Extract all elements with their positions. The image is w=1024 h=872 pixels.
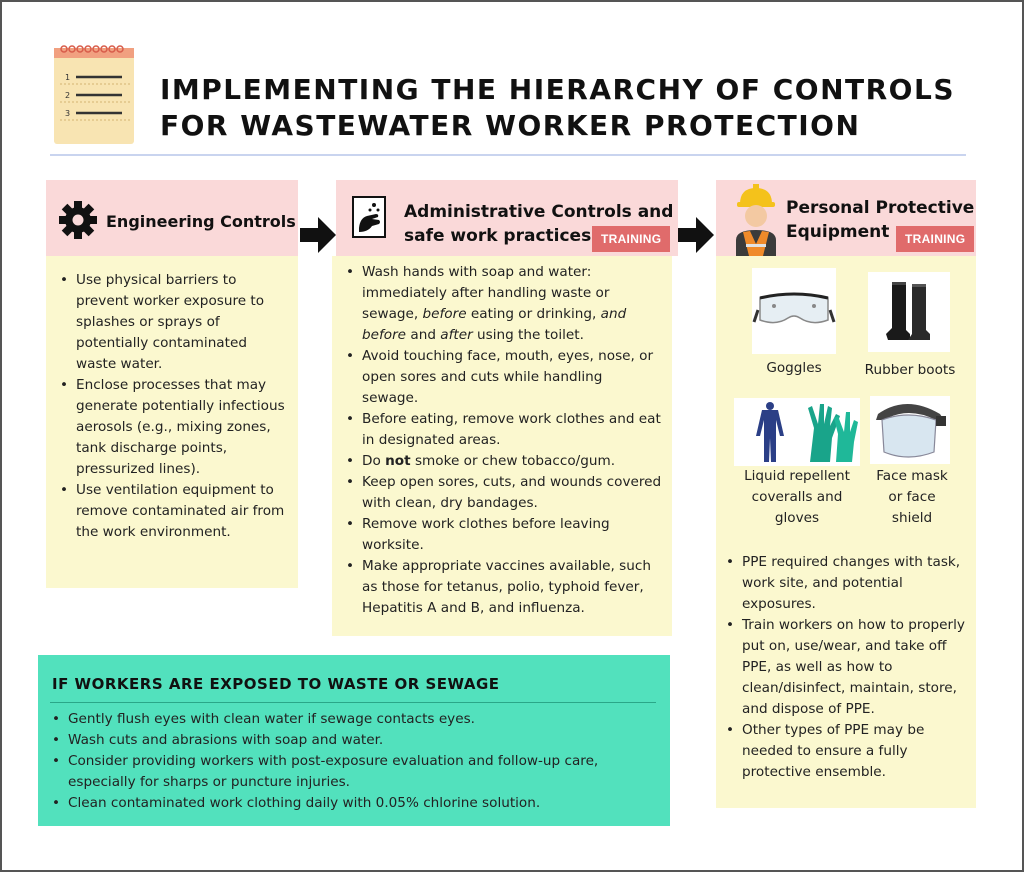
ppe-title-line-1: Personal Protective xyxy=(786,198,975,218)
notepad-number-2: 2 xyxy=(65,91,71,100)
goggles-label: Goggles xyxy=(766,360,822,376)
arrow-right-icon xyxy=(676,214,716,256)
administrative-header xyxy=(336,180,678,256)
title-divider xyxy=(50,154,966,156)
list-item: • Remove work clothes before leaving worksite. xyxy=(346,514,662,556)
notepad-list-icon xyxy=(54,44,136,144)
face-shield-icon xyxy=(870,396,950,464)
list-item: • Consider providing workers with post-exposure evaluation and follow-up care, especially for sharps or puncture injuries. xyxy=(52,751,660,793)
arrow-right-icon xyxy=(298,214,338,256)
administrative-list xyxy=(346,262,662,619)
goggles-icon xyxy=(752,268,836,354)
ppe-title-line-2: Equipment xyxy=(786,222,890,242)
list-item: • Use physical barriers to prevent worker exposure to splashes or sprays of potentially contaminated waste water. xyxy=(60,270,286,375)
engineering-title: Engineering Controls xyxy=(106,212,296,231)
face-shield-label: Face mask or face shield xyxy=(876,468,948,526)
rubber-boots-label: Rubber boots xyxy=(864,362,956,378)
exposure-box xyxy=(38,655,670,826)
list-item: • Avoid touching face, mouth, eyes, nose, or open sores and cuts while handling sewage. xyxy=(346,346,662,409)
title-line-2: FOR WASTEWATER WORKER PROTECTION xyxy=(160,109,861,142)
gear-icon xyxy=(58,200,98,240)
list-item: • Keep open sores, cuts, and wounds covered with clean, dry bandages. xyxy=(346,472,662,514)
coveralls-gloves-label: Liquid repellent coveralls and gloves xyxy=(744,468,850,526)
exposure-title: IF WORKERS ARE EXPOSED TO WASTE OR SEWAGE xyxy=(52,675,500,693)
engineering-list xyxy=(60,270,286,543)
ppe-list xyxy=(726,552,968,783)
engineering-body xyxy=(46,256,298,588)
page-title xyxy=(160,72,955,144)
construction-worker-icon xyxy=(732,182,780,256)
exposure-list xyxy=(52,709,660,814)
list-item: • Wash cuts and abrasions with soap and water. xyxy=(52,730,660,751)
list-item: • Use ventilation equipment to remove contaminated air from the work environment. xyxy=(60,480,286,543)
rubber-boots-icon xyxy=(868,272,950,352)
list-item: • Enclose processes that may generate potentially infectious aerosols (e.g., mixing zones, tank discharge points, pressurized lines). xyxy=(60,375,286,480)
training-badge: TRAINING xyxy=(896,226,974,252)
list-item: • Make appropriate vaccines available, such as those for tetanus, polio, typhoid fever, Hepatitis A and B, and influenza. xyxy=(346,556,662,619)
list-item: • Other types of PPE may be needed to ensure a fully protective ensemble. xyxy=(726,720,968,783)
list-item: • Gently flush eyes with clean water if sewage contacts eyes. xyxy=(52,709,660,730)
hand-washing-icon xyxy=(352,196,386,238)
training-badge: TRAINING xyxy=(592,226,670,252)
administrative-title-line-2: safe work practices xyxy=(404,226,592,246)
list-item: • Train workers on how to properly put on, use/wear, and take off PPE, as well as how to clean/disinfect, maintain, store, and dispose of PPE. xyxy=(726,615,968,720)
exposure-divider xyxy=(50,702,656,703)
notepad-number-1: 1 xyxy=(65,73,71,82)
administrative-body xyxy=(332,256,672,636)
list-item: • Do not smoke or chew tobacco/gum. xyxy=(346,451,662,472)
administrative-title-line-1: Administrative Controls and xyxy=(404,202,674,222)
ppe-header xyxy=(716,180,976,256)
list-item: • Wash hands with soap and water: immediately after handling waste or sewage, before eating or drinking, and before and after using the toilet. xyxy=(346,262,662,346)
engineering-header xyxy=(46,180,298,256)
coveralls-gloves-icon xyxy=(734,398,860,466)
list-item: • Clean contaminated work clothing daily with 0.05% chlorine solution. xyxy=(52,793,660,814)
list-item: • PPE required changes with task, work site, and potential exposures. xyxy=(726,552,968,615)
notepad-number-3: 3 xyxy=(65,109,71,118)
title-line-1: IMPLEMENTING THE HIERARCHY OF CONTROLS xyxy=(160,73,955,106)
list-item: • Before eating, remove work clothes and eat in designated areas. xyxy=(346,409,662,451)
